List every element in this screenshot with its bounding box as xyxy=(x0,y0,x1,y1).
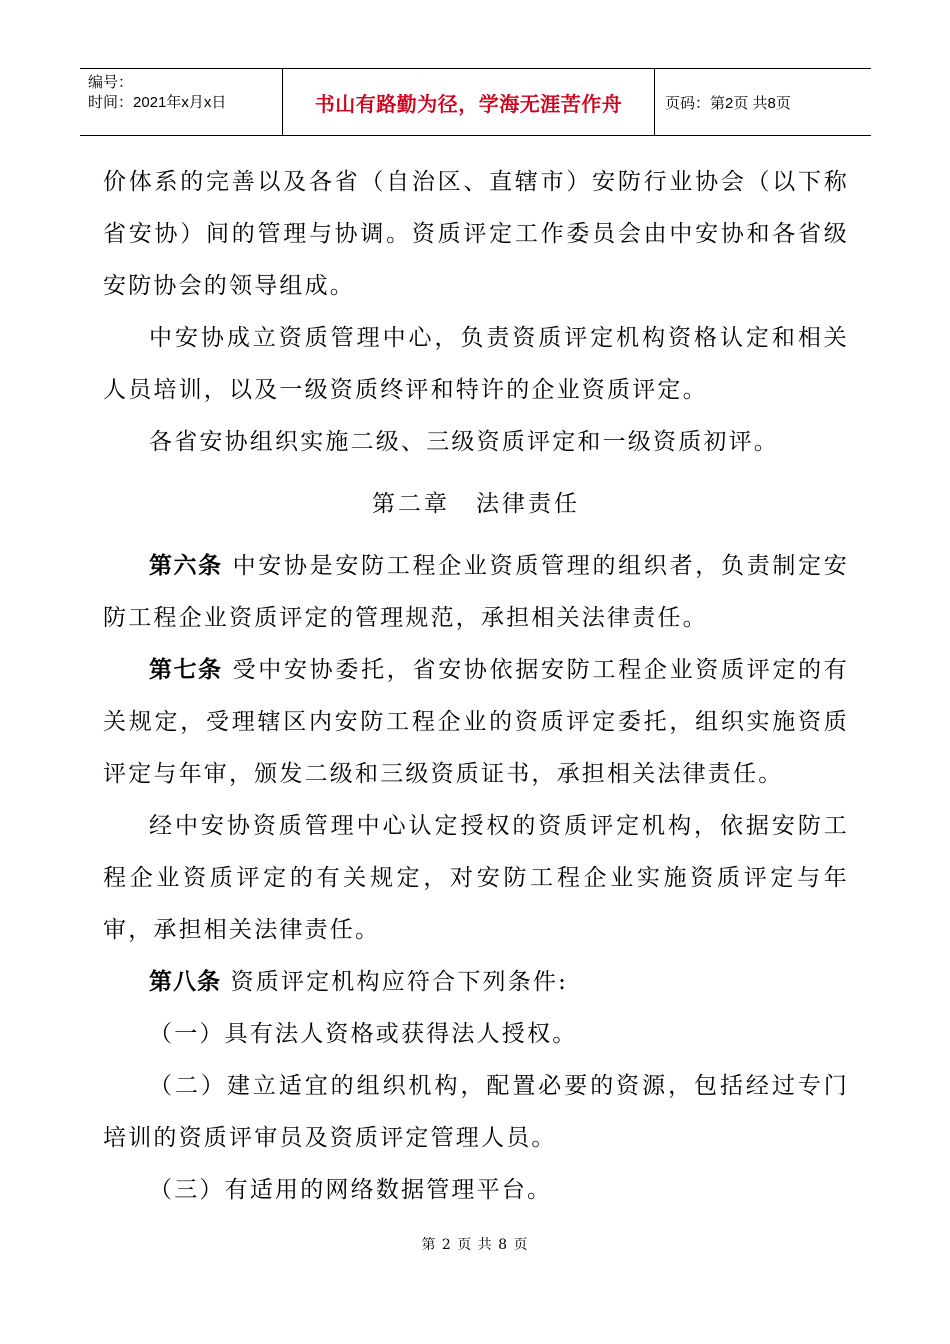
article-6-label: 第六条 xyxy=(149,553,223,579)
list-item-2: （二）建立适宜的组织机构，配置必要的资源，包括经过专门培训的资质评审员及资质评定管理人员。 xyxy=(103,1073,849,1151)
article-7 xyxy=(103,644,849,800)
paragraph-continued: 价体系的完善以及各省（自治区、直辖市）安防行业协会（以下称省安协）间的管理与协调。资质评定工作委员会由中安协和各省级安防协会的领导组成。 xyxy=(103,169,849,299)
list-item-1: （一）具有法人资格或获得法人授权。 xyxy=(149,1021,578,1047)
page-footer: 第 2 页 共 8 页 xyxy=(421,1237,529,1253)
header-meta xyxy=(80,69,283,135)
document-body xyxy=(103,156,849,1216)
article-6-text: 中安协是安防工程企业资质管理的组织者，负责制定安防工程企业资质评定的管理规范，承担相关法律责任。 xyxy=(103,553,850,631)
article-7-text: 受中安协委托，省安协依据安防工程企业资质评定的有关规定，受理辖区内安防工程企业的资质评定委托，组织实施资质评定与年审，颁发二级和三级资质证书，承担相关法律责任。 xyxy=(103,657,850,787)
header-page-info: 页码：第2页 共8页 xyxy=(665,94,791,112)
list-item-3: （三）有适用的网络数据管理平台。 xyxy=(149,1177,553,1203)
page-header xyxy=(80,68,871,136)
chapter-title: 第二章 法律责任 xyxy=(372,491,580,517)
article-8-label: 第八条 xyxy=(149,969,221,995)
article-6 xyxy=(103,540,849,644)
paragraph-evaluation-agency: 经中安协资质管理中心认定授权的资质评定机构，依据安防工程企业资质评定的有关规定，对安防工程企业实施资质评定与年审，承担相关法律责任。 xyxy=(103,813,849,943)
article-8 xyxy=(103,956,849,1008)
paragraph-management-center: 中安协成立资质管理中心，负责资质评定机构资格认定和相关人员培训，以及一级资质终评和特许的企业资质评定。 xyxy=(103,325,849,403)
header-motto: 书山有路勤为径，学海无涯苦作舟 xyxy=(283,69,655,135)
document-number-label: 编号： xyxy=(88,74,134,91)
article-7-label: 第七条 xyxy=(149,657,223,683)
document-date-label: 时间：2021年x月x日 xyxy=(88,94,227,111)
paragraph-provincial: 各省安协组织实施二级、三级资质评定和一级资质初评。 xyxy=(149,429,779,455)
article-8-text: 资质评定机构应符合下列条件: xyxy=(230,969,569,995)
